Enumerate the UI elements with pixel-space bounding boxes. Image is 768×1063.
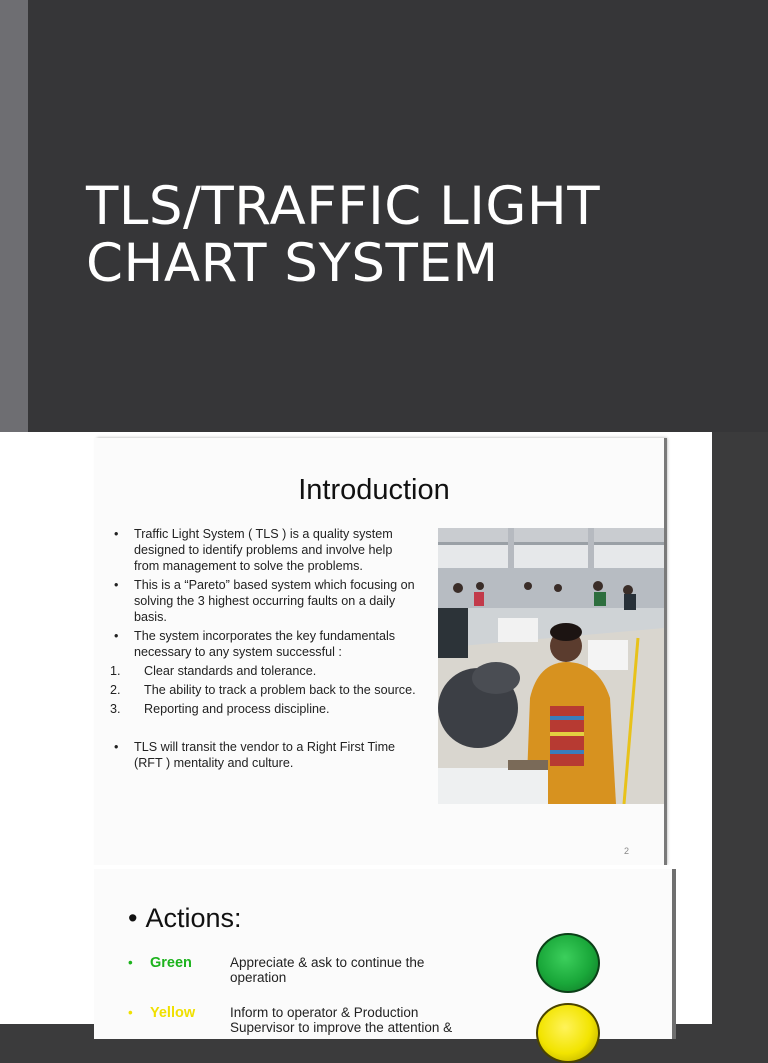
numbered-text: Clear standards and tolerance. <box>144 664 317 678</box>
action-name-yellow: Yellow <box>150 1005 196 1021</box>
bullet-text: This is a “Pareto” based system which focusing on solving the 3 highest occurring faults on a daily basis. <box>134 578 415 624</box>
intro-slide-card <box>94 438 664 865</box>
bullet-text: TLS will transit the vendor to a Right First Time (RFT ) mentality and culture. <box>134 740 396 770</box>
green-bullet: • <box>128 955 133 970</box>
list-item <box>110 526 420 574</box>
yellow-light-icon <box>536 1003 600 1063</box>
intro-heading: Introduction <box>298 474 450 506</box>
yellow-bullet: • <box>128 1005 133 1020</box>
numbered-item <box>110 663 420 679</box>
factory-photo-illustration <box>438 528 664 804</box>
slide-title <box>86 178 726 292</box>
title-accent-strip <box>0 0 28 432</box>
action-name-green: Green <box>150 955 192 971</box>
action-desc-green: Appreciate & ask to continue the operation <box>230 955 425 985</box>
intro-bullet-list <box>110 526 420 774</box>
numbered-item <box>110 682 420 698</box>
list-item <box>110 628 420 660</box>
green-light-icon <box>536 933 600 993</box>
page-number: 2 <box>624 846 630 856</box>
list-item <box>110 739 420 771</box>
action-desc-yellow: Inform to operator & Production Supervisor to improve the attention & <box>230 1005 453 1035</box>
bullet-text: Traffic Light System ( TLS ) is a quality system designed to identify problems and involve help from management to solve the problems. <box>134 527 393 573</box>
bullet-marker: • <box>114 578 119 592</box>
numbered-text: Reporting and process discipline. <box>144 702 330 716</box>
actions-heading <box>128 903 242 934</box>
slide-title-line-2: CHART SYSTEM <box>86 233 499 294</box>
title-slide <box>0 0 768 432</box>
number-marker: 2. <box>110 683 121 697</box>
number-marker: 1. <box>110 664 121 678</box>
slide-title-line-1: TLS/TRAFFIC LIGHT <box>86 176 601 237</box>
bullet-marker: • <box>114 527 119 541</box>
numbered-item <box>110 701 420 717</box>
bullet-text: The system incorporates the key fundamentals necessary to any system successful : <box>134 629 396 659</box>
intro-slide <box>0 432 712 865</box>
actions-slide <box>0 865 712 1035</box>
factory-photo <box>438 528 664 804</box>
number-marker: 3. <box>110 702 121 716</box>
heading-bullet: • <box>128 903 138 933</box>
actions-slide-card <box>94 869 672 1039</box>
actions-heading-text: Actions: <box>145 903 242 933</box>
bullet-marker: • <box>114 629 119 643</box>
bullet-marker: • <box>114 740 119 754</box>
list-item <box>110 577 420 625</box>
numbered-text: The ability to track a problem back to the source. <box>144 683 416 697</box>
